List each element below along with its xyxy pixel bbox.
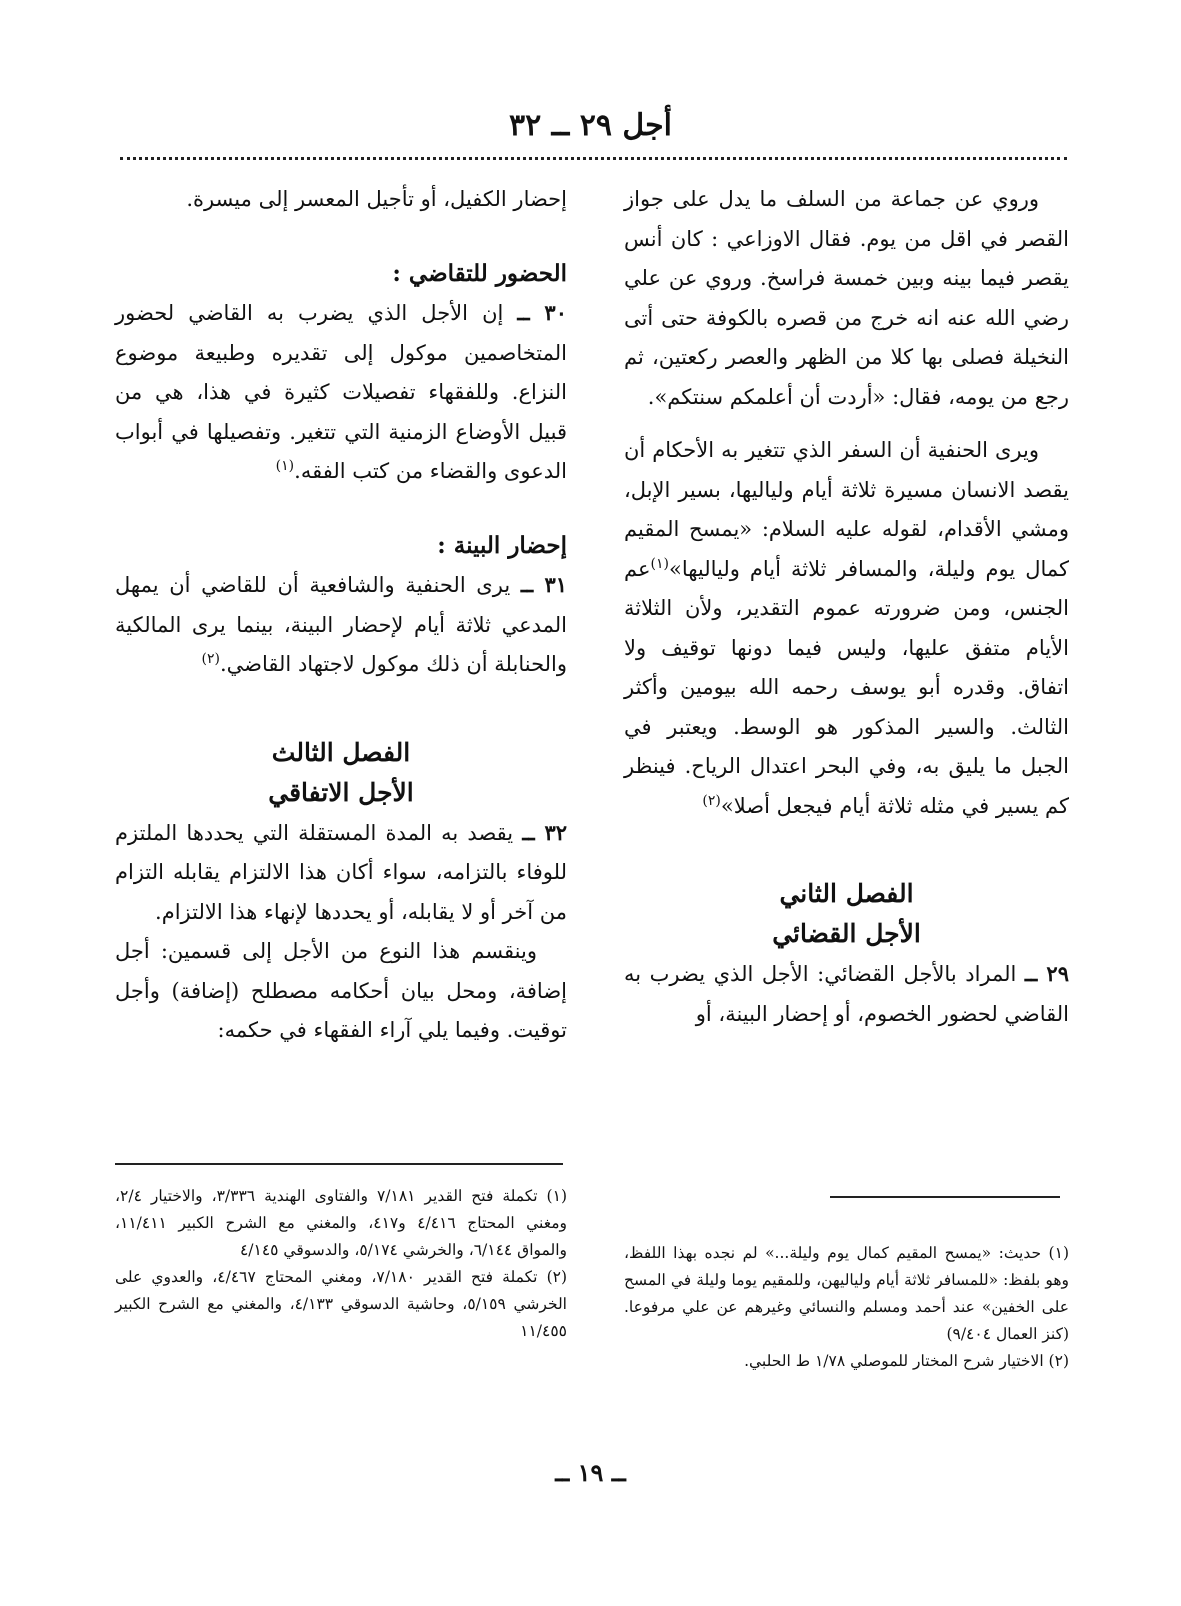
footnote-right-2: (٢) الاختيار شرح المختار للموصلي ١/٧٨ ط الحلبي. — [744, 1352, 1069, 1370]
paragraph-29-text: المراد بالأجل القضائي: الأجل الذي يضرب به القاضي لحضور الخصوم، أو إحضار البينة، أو — [624, 962, 1069, 1026]
footnote-left-2: (٢) تكملة فتح القدير ٧/١٨٠، ومغني المحتاج ٤/٤٦٧، والعدوي على الخرشي ٥/١٥٩، وحاشية الدسوقي ٤/١٣٣، والمغني مع الشرح الكبير ١١/٤٥٥ — [115, 1268, 568, 1340]
right-column — [624, 180, 1069, 1034]
paragraph-30-number: ٣٠ ــ — [517, 300, 567, 325]
left-column — [115, 180, 567, 1051]
chapter-two-label: الفصل الثاني — [779, 879, 914, 908]
paragraph-salaf-narration: وروي عن جماعة من السلف ما يدل على جواز القصر في اقل من يوم. فقال الاوزاعي : كان أنس يقصر فيما بينه وبين خمسة فراسخ. وروي عن علي رضي الله عنه انه خرج من قصره بالكوفة حتى أتى النخيلة فصلى بها كلا من الظهر والعصر ركعتين، ثم رجع من يومه، فقال: «أردت أن أعلمكم سنتكم». — [624, 187, 1069, 409]
paragraph-29 — [624, 954, 1069, 1034]
page-number: ــ ١٩ ــ — [555, 1458, 626, 1487]
footnotes-left — [115, 1183, 567, 1345]
paragraph-31-number: ٣١ ــ — [520, 572, 567, 597]
paragraph-30-footnote-ref[interactable]: (١) — [275, 458, 295, 474]
footnotes-right — [624, 1240, 1069, 1375]
chapter-three-title: الأجل الاتفاقي — [268, 777, 414, 807]
paragraph-32-text: يقصد به المدة المستقلة التي يحددها الملتزم للوفاء بالتزامه، سواء أكان هذا الالتزام يقابله التزام من آخر أو لا يقابله، أو يحددها لإنهاء هذا الالتزام. — [115, 820, 567, 924]
paragraph-32-number: ٣٢ ــ — [522, 819, 567, 845]
footnote-ref-1[interactable]: (١) — [650, 555, 669, 572]
paragraph-29-number: ٢٩ ــ — [1024, 961, 1069, 986]
header-dotted-rule — [120, 157, 1067, 160]
heading-attendance: الحضور للتقاضي : — [392, 259, 567, 287]
paragraph-32-division: وينقسم هذا النوع من الأجل إلى قسمين: أجل إضافة، ومحل بيان أحكامه مصطلح (إضافة) وأجل توقيت. وفيما يلي آراء الفقهاء في حكمه: — [115, 939, 567, 1042]
footnote-ref-2[interactable]: (٢) — [702, 792, 721, 809]
paragraph-30-text: إن الأجل الذي يضرب به القاضي لحضور المتخاصمين موكول إلى تقديره وطبيعة موضوع النزاع. وللفقهاء تفصيلات كثيرة في هذا، هي من قبيل الأوضاع الزمنية التي تتغير. وتفصيلها في أبواب الدعوى والقضاء من كتب الفقه. — [115, 301, 567, 483]
page-header-title: أجل ٢٩ ــ ٣٢ — [509, 108, 672, 143]
paragraph-hanafi-view — [624, 431, 1069, 826]
paragraph-30 — [115, 293, 567, 492]
paragraph-32 — [115, 813, 567, 933]
hanafi-view-text: ويرى الحنفية أن السفر الذي تتغير به الأحكام أن يقصد الانسان مسيرة ثلاثة أيام ولياليها، بسير الإبل، ومشي الأقدام، لقوله عليه السلام: «يمسح المقيم كمال يوم وليلة، والمسافر ثلاثة أيام ولياليها» — [624, 438, 1069, 581]
paragraph-29-continuation: إحضار الكفيل، أو تأجيل المعسر إلى ميسرة. — [186, 187, 567, 211]
chapter-three-label: الفصل الثالث — [271, 737, 411, 767]
heading-evidence: إحضار البينة : — [437, 531, 567, 559]
footnote-divider-left — [115, 1163, 563, 1165]
footnote-left-1: (١) تكملة فتح القدير ٧/١٨١ والفتاوى الهندية ٣/٣٣٦، والاختيار ٢/٤، ومغني المحتاج ٤/٤١٦ و٤١٧، والمغني مع الشرح الكبير ١١/٤١١، والمواق ٦/١٤٤، والخرشي ٥/١٧٤، والدسوقي ٤/١٤٥ — [115, 1187, 567, 1259]
chapter-two-title: الأجل القضائي — [772, 919, 921, 948]
paragraph-31-footnote-ref[interactable]: (٢) — [201, 651, 220, 667]
hanafi-view-continuation: عم الجنس، ومن ضرورته عموم التقدير، ولأن الثلاثة الأيام متفق عليها، وليس فيما دونها توقيف ولا اتفاق. وقدره أبو يوسف رحمه الله بيومين وأكثر الثالث. والسير المذكور هو الوسط. ويعتبر في الجبل ما يليق به، وفي البحر اعتدال الرياح. فينظر كم يسير في مثله ثلاثة أيام فيجعل أصلا» — [624, 556, 1069, 818]
footnote-divider-right — [830, 1196, 1060, 1198]
footnote-right-1: (١) حديث: «يمسح المقيم كمال يوم وليلة...» لم نجده بهذا اللفظ، وهو بلفظ: «للمسافر ثلاثة أيام ولياليهن، وللمقيم يوما وليلة في المسح على الخفين» عند أحمد ومسلم والنسائي وغيرهم عن علي مرفوعا. (كنز العمال ٩/٤٠٤) — [624, 1244, 1069, 1343]
paragraph-31-text: يرى الحنفية والشافعية أن للقاضي أن يمهل المدعي ثلاثة أيام لإحضار البينة، بينما يرى المالكية والحنابلة أن ذلك موكول لاجتهاد القاضي. — [115, 573, 567, 676]
paragraph-31 — [115, 565, 567, 685]
